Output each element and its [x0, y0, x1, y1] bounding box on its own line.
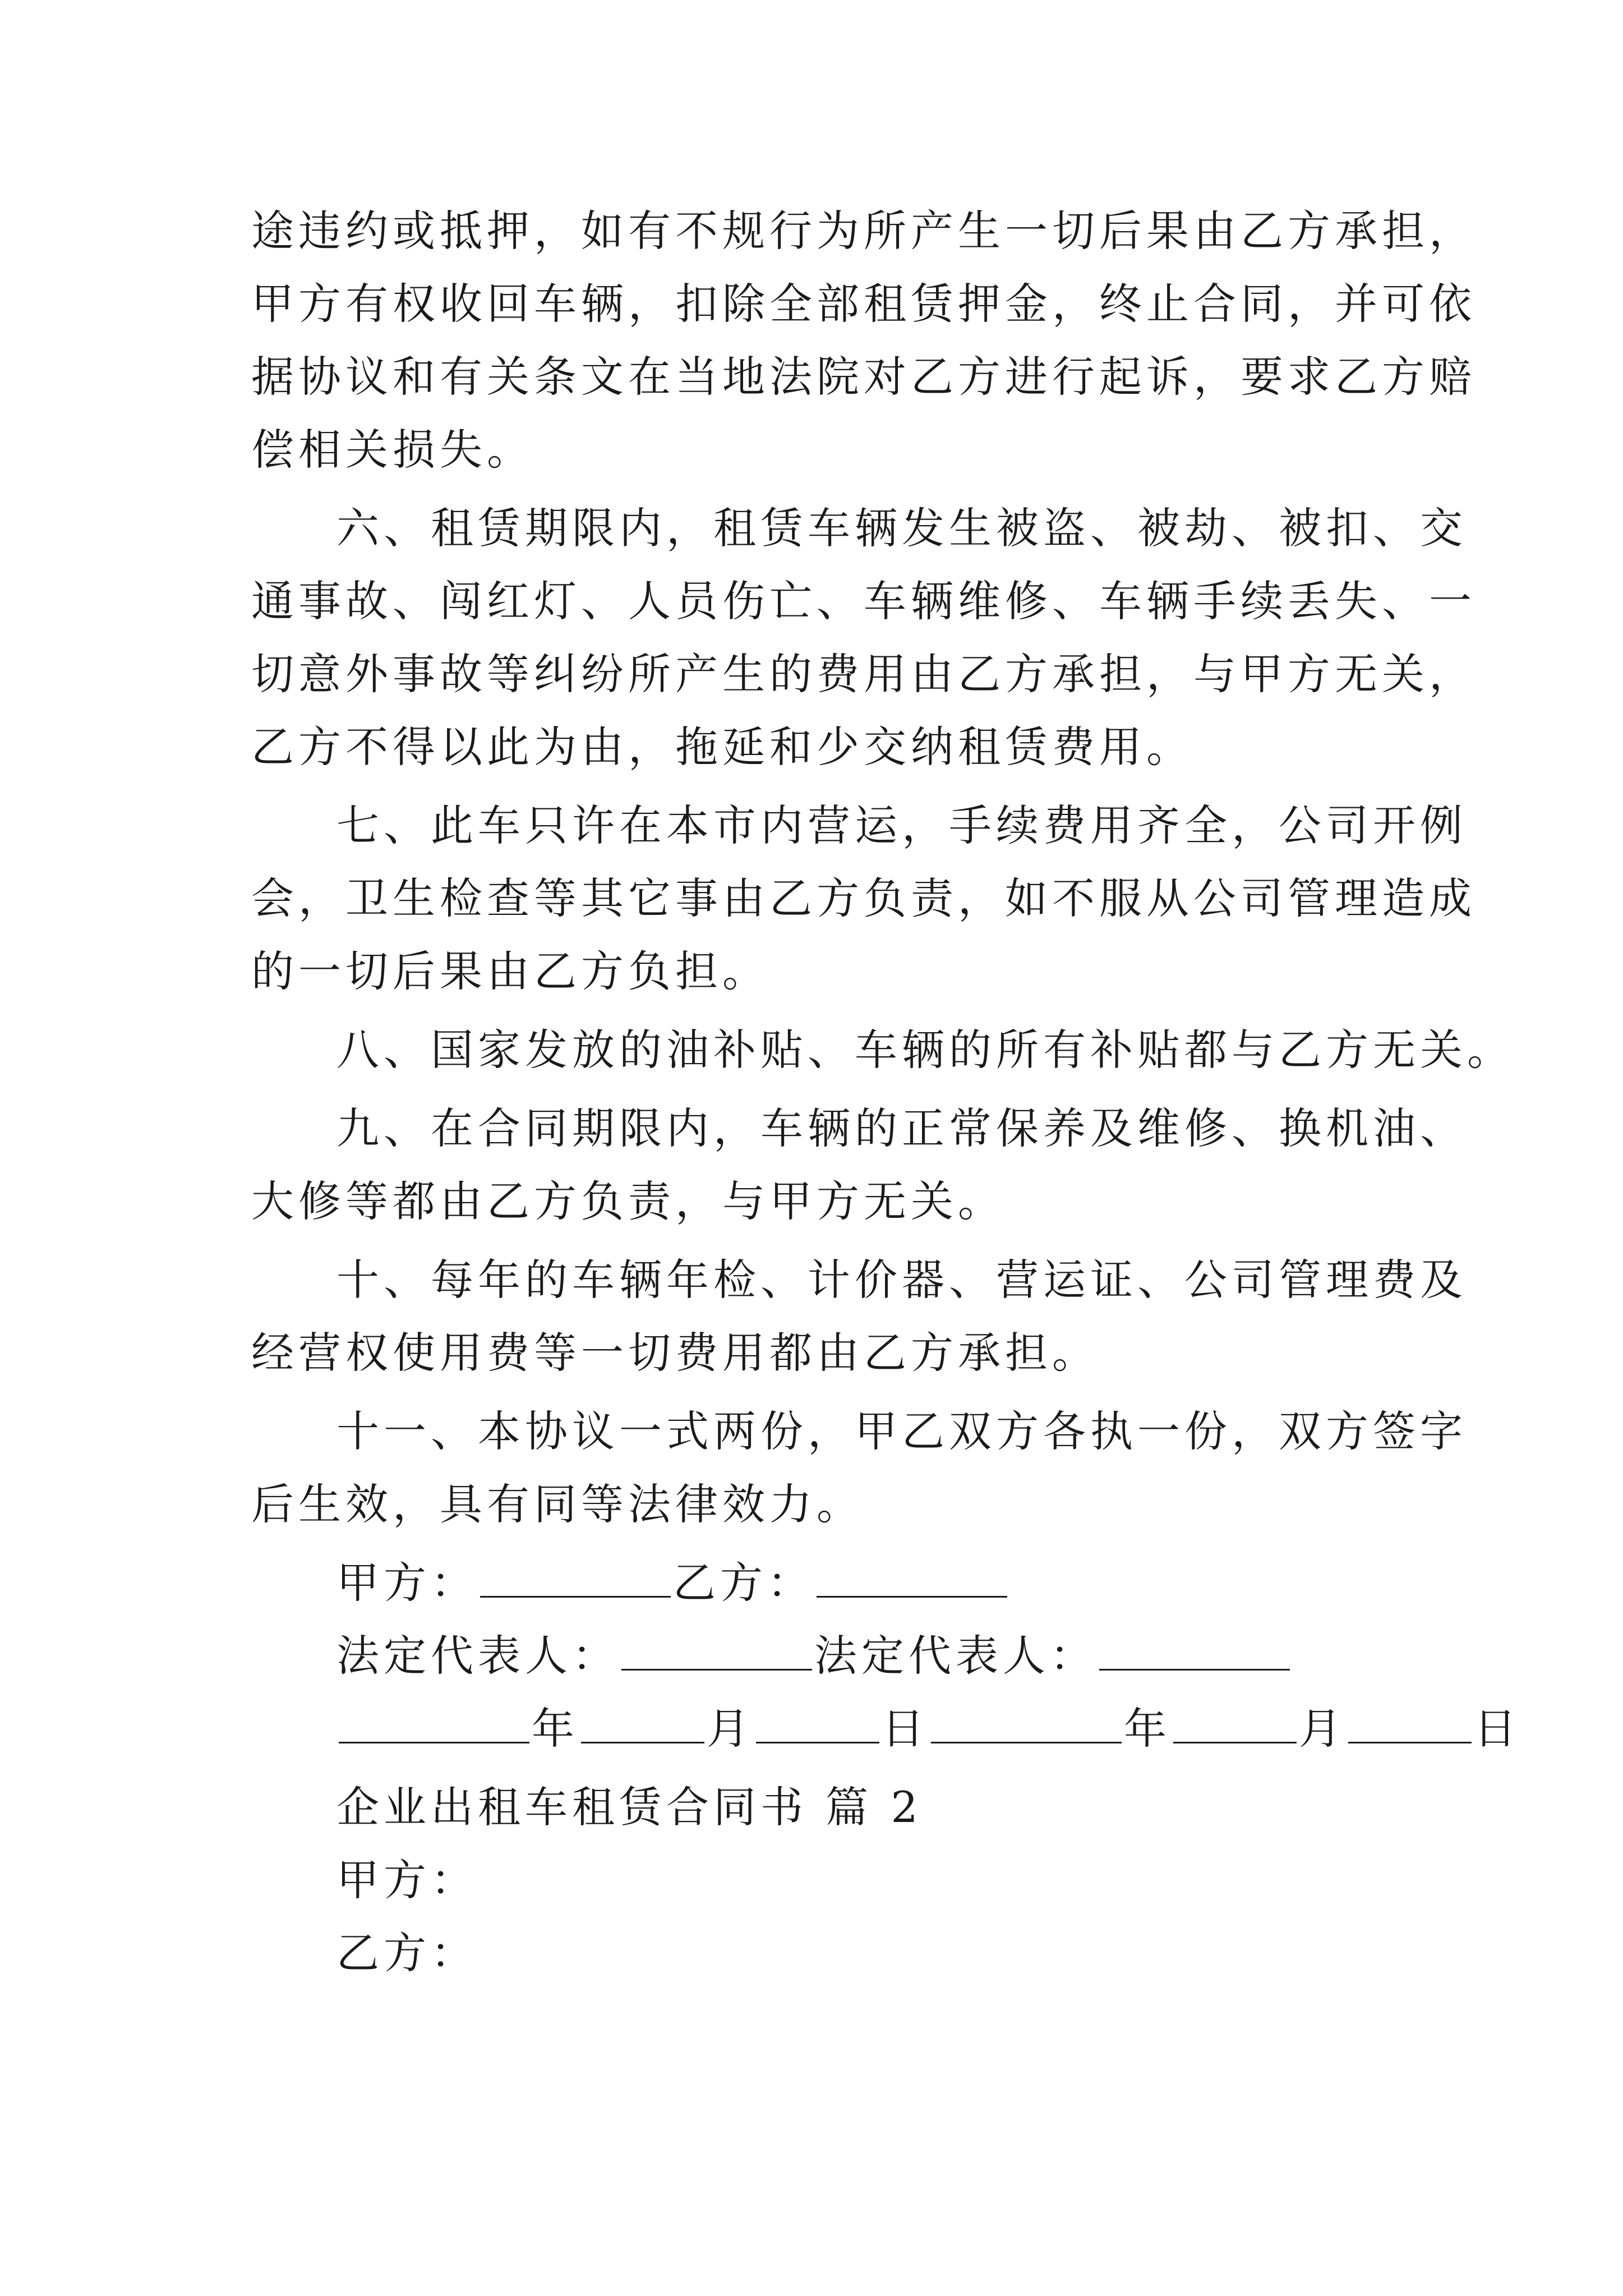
clause-5-line-1: 途违约或抵押，如有不规行为所产生一切后果由乙方承担， — [251, 206, 1476, 256]
section-2-title: 企业出租车租赁合同书 篇 2 — [336, 1782, 923, 1832]
party-a-blank — [480, 1557, 671, 1598]
clause-9-line-1: 九、在合同期限内，车辆的正常保养及维修、换机油、 — [336, 1103, 1467, 1153]
signature-date-row — [336, 1701, 1521, 1757]
clause-7-line-2: 会，卫生检查等其它事由乙方负责，如不服从公司管理造成 — [251, 873, 1476, 923]
clause-5-line-3: 据协议和有关条文在当地法院对乙方进行起诉，要求乙方赔 — [251, 352, 1476, 402]
clause-6-line-3: 切意外事故等纠纷所产生的费用由乙方承担，与甲方无关， — [251, 649, 1476, 699]
clause-6-line-2: 通事故、闯红灯、人员伤亡、车辆维修、车辆手续丢失、一 — [251, 576, 1476, 626]
month-b-blank — [1173, 1703, 1297, 1743]
rep-b-blank — [1099, 1630, 1290, 1671]
party-a-label: 甲方： — [336, 1558, 478, 1608]
section-2-party-b: 乙方： — [336, 1928, 478, 1978]
clause-11-line-2: 后生效，具有同等法律效力。 — [251, 1479, 864, 1529]
clause-7-line-3: 的一切后果由乙方负担。 — [251, 946, 769, 996]
section-2-party-a: 甲方： — [336, 1855, 478, 1905]
signature-representatives-row — [336, 1628, 1292, 1684]
month-a-label: 月 — [707, 1704, 754, 1754]
clause-11-line-1: 十一、本协议一式两份，甲乙双方各执一份，双方签字 — [336, 1406, 1467, 1456]
clause-9-line-2: 大修等都由乙方负责，与甲方无关。 — [251, 1176, 1005, 1226]
year-a-label: 年 — [532, 1704, 579, 1754]
clause-6-line-1: 六、租赁期限内，租赁车辆发生被盗、被劫、被扣、交 — [336, 503, 1467, 553]
day-a-blank — [756, 1703, 879, 1743]
clause-5-line-4: 偿相关损失。 — [251, 425, 534, 475]
year-b-label: 年 — [1124, 1704, 1171, 1754]
day-a-label: 日 — [882, 1704, 929, 1754]
month-b-label: 月 — [1299, 1704, 1346, 1754]
rep-a-blank — [621, 1630, 812, 1671]
clause-8-line-1: 八、国家发放的油补贴、车辆的所有补贴都与乙方无关。 — [336, 1025, 1514, 1075]
day-b-blank — [1348, 1703, 1472, 1743]
month-a-blank — [581, 1703, 704, 1743]
clause-10-line-2: 经营权使用费等一切费用都由乙方承担。 — [251, 1328, 1099, 1378]
clause-10-line-1: 十、每年的车辆年检、计价器、营运证、公司管理费及 — [336, 1255, 1467, 1305]
year-b-blank — [931, 1703, 1122, 1743]
year-a-blank — [339, 1703, 529, 1743]
day-b-label: 日 — [1474, 1704, 1521, 1754]
party-b-label: 乙方： — [673, 1558, 814, 1608]
party-b-blank — [817, 1557, 1007, 1598]
signature-parties-row — [336, 1555, 1009, 1611]
rep-a-label: 法定代表人： — [336, 1631, 619, 1681]
clause-6-line-4: 乙方不得以此为由，拖延和少交纳租赁费用。 — [251, 722, 1193, 772]
rep-b-label: 法定代表人： — [814, 1631, 1097, 1681]
clause-7-line-1: 七、此车只许在本市内营运，手续费用齐全，公司开例 — [336, 800, 1467, 850]
clause-5-line-2: 甲方有权收回车辆，扣除全部租赁押金，终止合同，并可依 — [251, 279, 1476, 329]
